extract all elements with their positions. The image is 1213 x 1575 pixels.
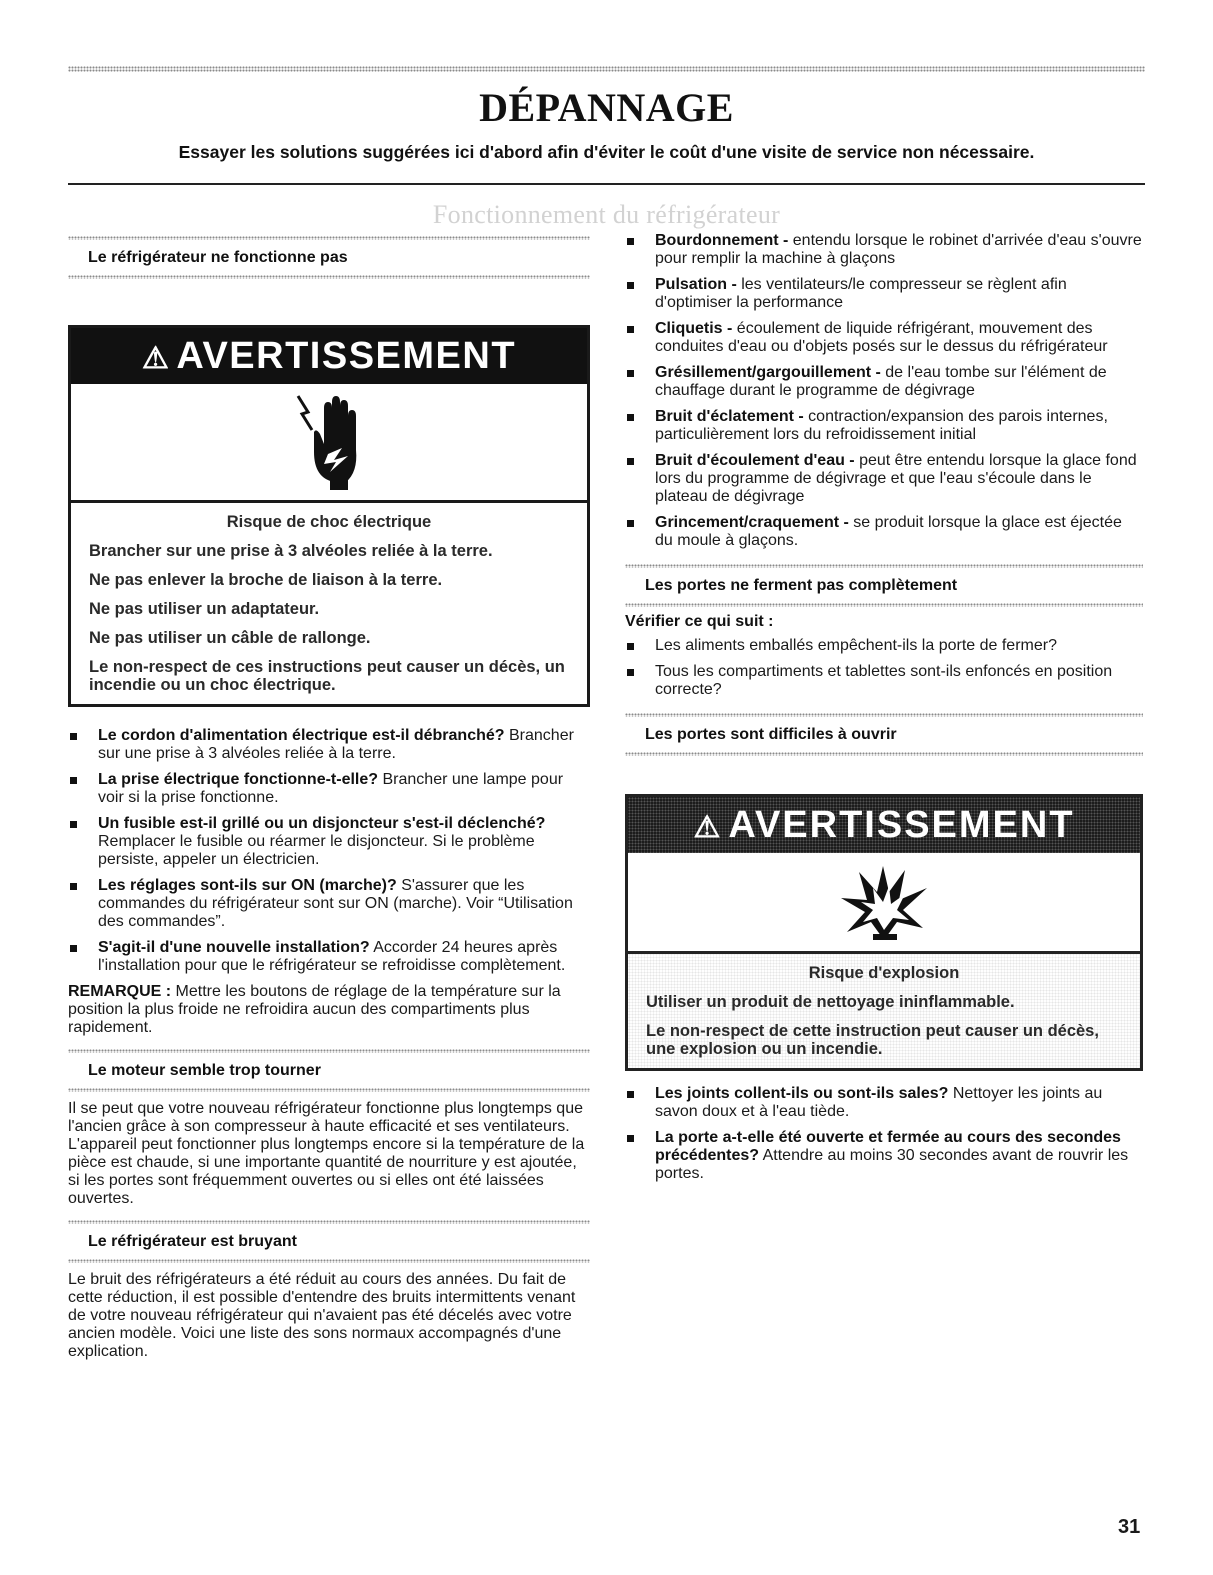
- subsection-doors-not-closing: [625, 564, 1143, 607]
- noisy-paragraph: Le bruit des réfrigérateurs a été réduit au cours des années. Du fait de cette réduction, il est possible d'entendre des bruits intermittents venant de votre nouveau réfrigérateur qui n'avaient pas été décelés avec votre ancien modèle. Voici une liste des sons normaux accompagnés d'une explication.: [68, 1271, 576, 1360]
- page-title: DÉPANNAGE: [479, 85, 734, 130]
- list-item: La porte a-t-elle été ouverte et fermée au cours des secondes précédentes? Attendre au moins 30 secondes avant de rouvrir les portes.: [625, 1129, 1143, 1183]
- list-item: Le cordon d'alimentation électrique est-il débranché? Brancher sur une prise à 3 alvéoles reliée à la terre.: [68, 727, 590, 763]
- header-rule: [68, 183, 1145, 185]
- list-item: Bruit d'écoulement d'eau - peut être entendu lorsque la glace fond lors du programme de dégivrage et que l'eau s'écoule dans le plateau de dégivrage: [625, 452, 1143, 506]
- warning-line: Ne pas utiliser un câble de rallonge.: [89, 629, 371, 647]
- warning-header: ⚠ AVERTISSEMENT: [628, 797, 1140, 853]
- list-item: Les réglages sont-ils sur ON (marche)? S'assurer que les commandes du réfrigérateur sont sur ON (marche). Voir “Utilisation des commandes”.: [68, 877, 590, 931]
- header-dotted-band: [68, 66, 1145, 72]
- right-column: [625, 232, 1143, 1191]
- warning-line: Brancher sur une prise à 3 alvéoles reliée à la terre.: [89, 542, 493, 560]
- subsection-heading: Le réfrigérateur est bruyant: [88, 1233, 297, 1250]
- warning-risk: Risque de choc électrique: [226, 513, 432, 531]
- warning-triangle-icon: ⚠: [141, 342, 171, 375]
- remark: REMARQUE : Mettre les boutons de réglage de la température sur la position la plus froide ne refroidira aucun des compartiments plus rapidement.: [68, 983, 561, 1036]
- page-subtitle: Essayer les solutions suggérées ici d'abord afin d'éviter le coût d'une visite de service non nécessaire.: [178, 142, 1035, 162]
- subsection-heading: Les portes ne ferment pas complètement: [645, 577, 958, 594]
- warning-risk: Risque d'explosion: [808, 964, 960, 982]
- warning-line: Utiliser un produit de nettoyage ininflammable.: [646, 993, 1015, 1011]
- subsection-heading: Le moteur semble trop tourner: [88, 1062, 321, 1079]
- list-item: Grincement/craquement - se produit lorsque la glace est éjectée du moule à glaçons.: [625, 514, 1143, 550]
- warning-triangle-icon: ⚠: [693, 811, 723, 844]
- doors-hard-checklist: [625, 1085, 1143, 1183]
- explosion-icon: [839, 862, 929, 942]
- list-item: Tous les compartiments et tablettes sont-ils enfoncés en position correcte?: [625, 663, 1143, 699]
- motor-paragraph: Il se peut que votre nouveau réfrigérateur fonctionne plus longtemps que l'ancien grâce à son compresseur à haute efficacité et ses ventilateurs. L'appareil peut fonctionner plus longtemps encore si la température de la pièce est chaude, si une importante quantité de nourriture y est ajoutée, si les portes sont fréquemment ouvertes ou si elles ont été laissées ouvertes.: [68, 1100, 585, 1207]
- subsection-noisy: [68, 1220, 590, 1263]
- list-item: Grésillement/gargouillement - de l'eau tombe sur l'élément de chauffage durant le programme de dégivrage: [625, 364, 1143, 400]
- list-item: Les joints collent-ils ou sont-ils sales? Nettoyer les joints au savon doux et à l'eau tiède.: [625, 1085, 1143, 1121]
- list-item: Bruit d'éclatement - contraction/expansion des parois internes, particulièrement lors du refroidissement initial: [625, 408, 1143, 444]
- page-number: 31: [1118, 1516, 1141, 1538]
- list-item: Un fusible est-il grillé ou un disjoncteur s'est-il déclenché? Remplacer le fusible ou réarmer le disjoncteur. Si le problème persiste, appeler un électricien.: [68, 815, 590, 869]
- subsection-not-working: [68, 236, 590, 279]
- subsection-motor: [68, 1049, 590, 1092]
- left-column: [68, 236, 590, 1361]
- subsection-heading: Les portes sont difficiles à ouvrir: [645, 726, 897, 743]
- list-item: Bourdonnement - entendu lorsque le robinet d'arrivée d'eau s'ouvre pour remplir la machine à glaçons: [625, 232, 1143, 268]
- check-label: Vérifier ce qui suit :: [625, 613, 774, 630]
- subsection-doors-hard: [625, 713, 1143, 756]
- electric-shock-hand-icon: [294, 392, 364, 492]
- list-item: Cliquetis - écoulement de liquide réfrigérant, mouvement des conduites d'eau ou d'objets posés sur le dessus du réfrigérateur: [625, 320, 1143, 356]
- warning-line: Ne pas enlever la broche de liaison à la terre.: [89, 571, 443, 589]
- section-heading: Fonctionnement du réfrigérateur: [432, 200, 781, 229]
- warning-line: Le non-respect de ces instructions peut causer un décès, un incendie ou un choc électrique.: [89, 658, 565, 694]
- warning-header: ⚠ AVERTISSEMENT: [71, 328, 587, 384]
- list-item: S'agit-il d'une nouvelle installation? Accorder 24 heures après l'installation pour que le réfrigérateur se refroidisse complètement.: [68, 939, 590, 975]
- electric-shock-warning: [68, 325, 590, 707]
- not-working-checklist: [68, 727, 590, 975]
- doors-check-list: [625, 637, 1143, 699]
- sounds-list: [625, 232, 1143, 550]
- subsection-heading: Le réfrigérateur ne fonctionne pas: [88, 249, 348, 266]
- warning-line: Le non-respect de cette instruction peut causer un décès, une explosion ou un incendie.: [646, 1022, 1099, 1058]
- list-item: Pulsation - les ventilateurs/le compresseur se règlent afin d'optimiser la performance: [625, 276, 1143, 312]
- explosion-warning: [625, 794, 1143, 1071]
- list-item: La prise électrique fonctionne-t-elle? Brancher une lampe pour voir si la prise fonctionne.: [68, 771, 590, 807]
- warning-line: Ne pas utiliser un adaptateur.: [89, 600, 320, 618]
- list-item: Les aliments emballés empêchent-ils la porte de fermer?: [625, 637, 1143, 655]
